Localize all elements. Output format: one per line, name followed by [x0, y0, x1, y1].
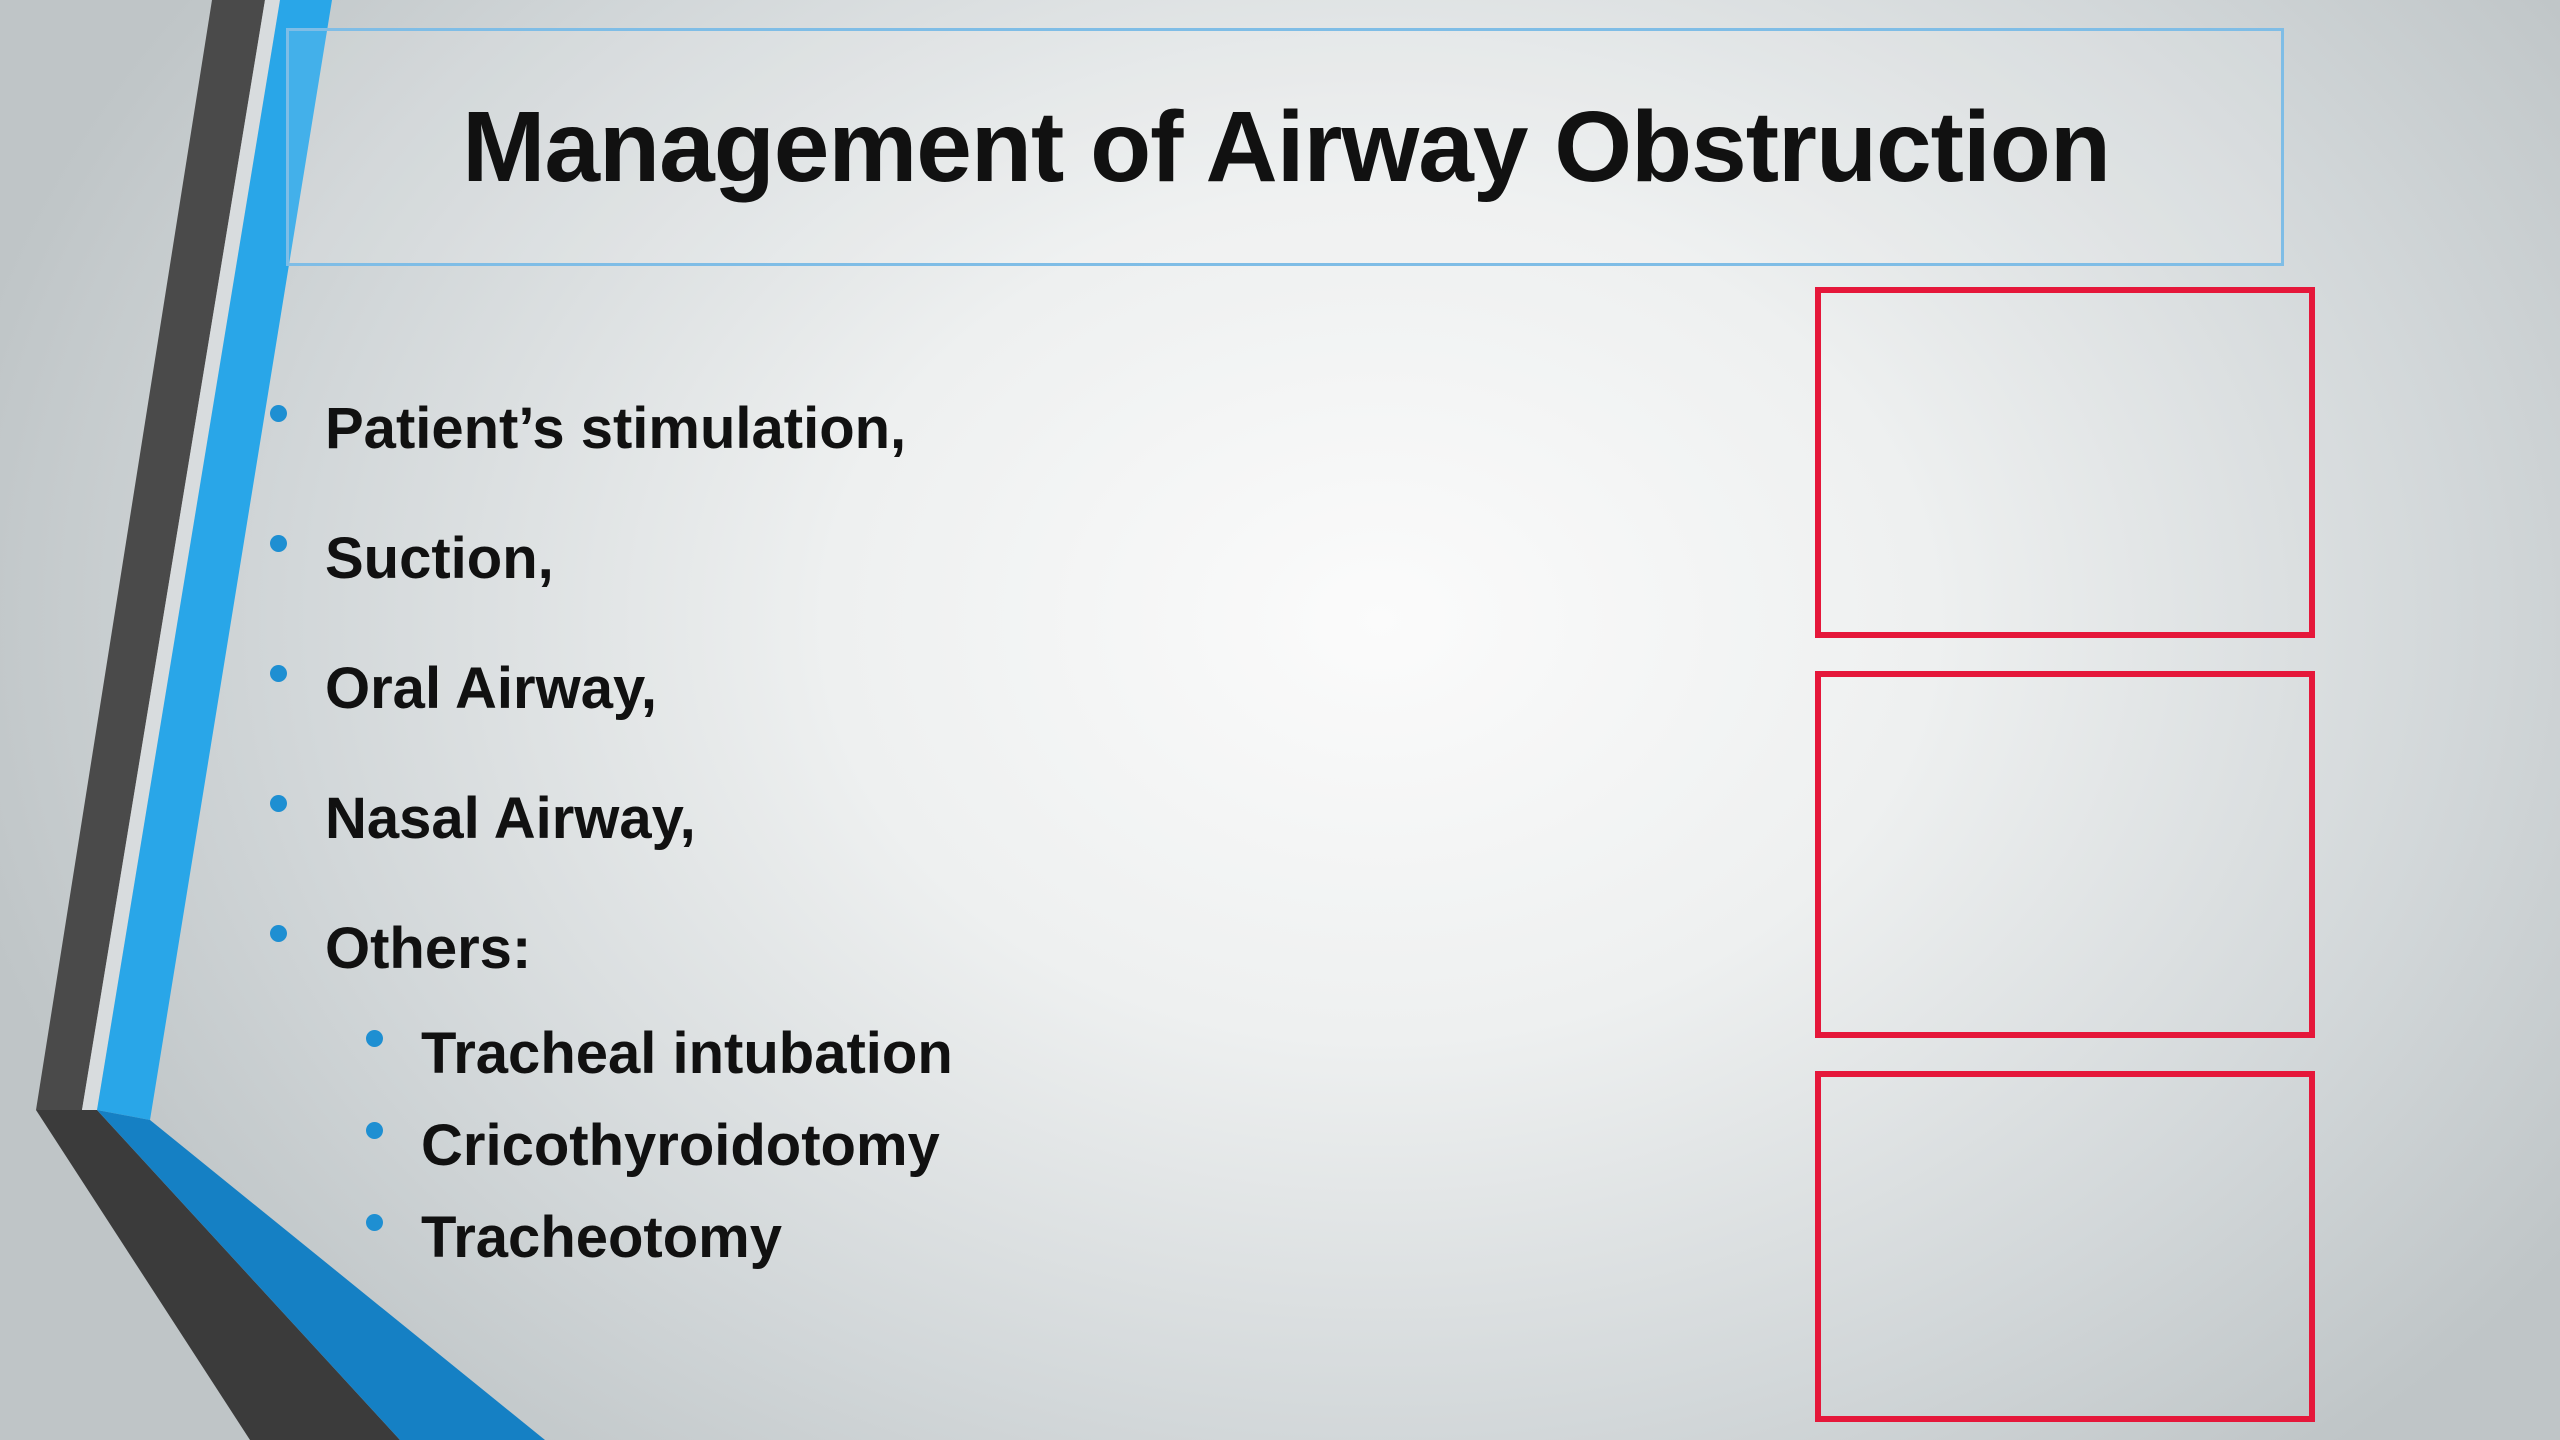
bullet-text: Suction,: [325, 526, 554, 591]
sub-bullet-text: Cricothyroidotomy: [421, 1113, 940, 1178]
image-placeholder-frame: [1815, 1071, 2315, 1422]
sub-bullet-text: Tracheotomy: [421, 1205, 782, 1270]
bullet-text: Nasal Airway,: [325, 786, 696, 851]
bullet-dot-icon: [366, 1030, 383, 1047]
sub-bullet-item: [421, 1020, 953, 1087]
bullet-item: [325, 525, 554, 592]
image-placeholder-frame: [1815, 671, 2315, 1038]
bullet-text: Others:: [325, 916, 532, 981]
bullet-dot-icon: [270, 535, 287, 552]
bullet-text: Oral Airway,: [325, 656, 658, 721]
image-placeholder-frame: [1815, 287, 2315, 638]
bullet-text: Patient’s stimulation,: [325, 396, 907, 461]
bullet-dot-icon: [270, 405, 287, 422]
bullet-item: [325, 785, 696, 852]
sub-bullet-item: [421, 1112, 940, 1179]
sub-bullet-item: [421, 1204, 782, 1271]
bullet-dot-icon: [270, 925, 287, 942]
bullet-dot-icon: [366, 1214, 383, 1231]
bullet-item: [325, 655, 657, 722]
bullet-dot-icon: [270, 795, 287, 812]
sub-bullet-text: Tracheal intubation: [421, 1021, 953, 1086]
bullet-item: [325, 395, 906, 462]
bullet-dot-icon: [366, 1122, 383, 1139]
bullet-dot-icon: [270, 665, 287, 682]
bullet-item: [325, 915, 531, 982]
slide-title: Management of Airway Obstruction: [462, 90, 2110, 203]
